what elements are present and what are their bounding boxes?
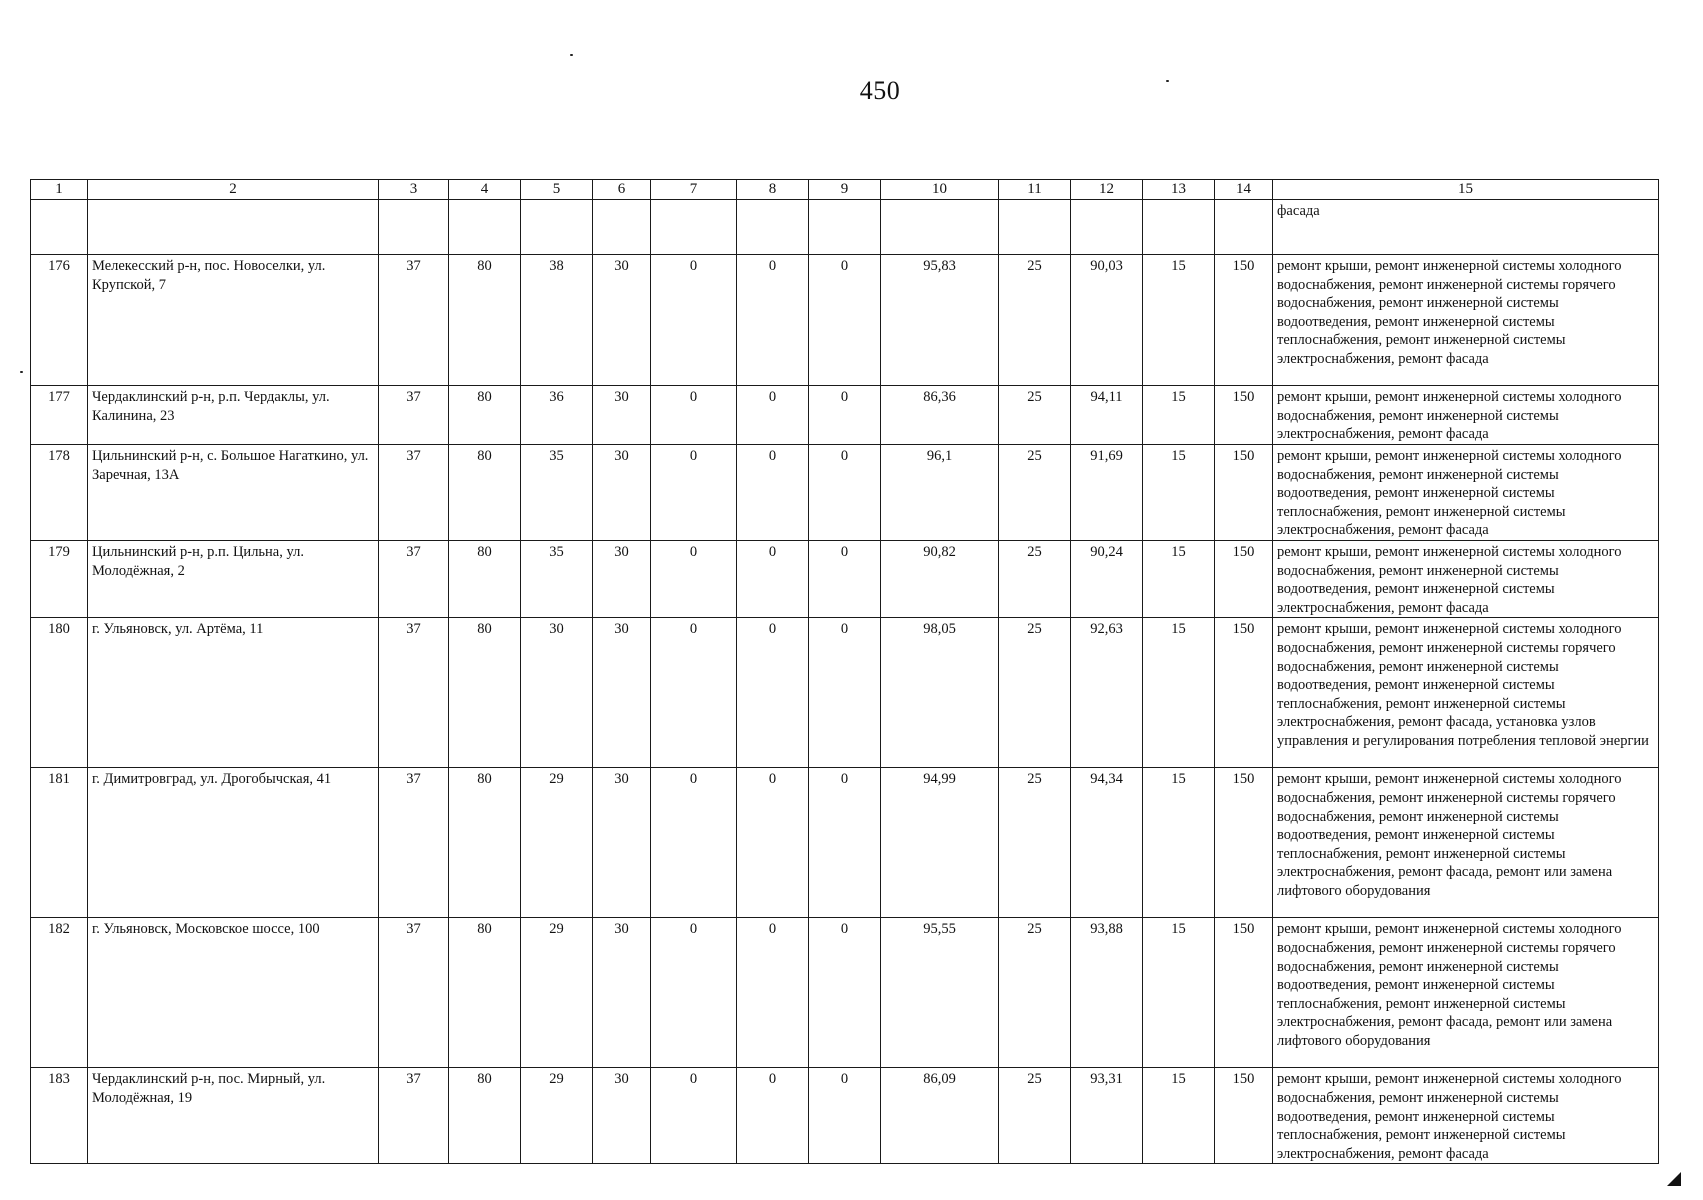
works-cell: ремонт крыши, ремонт инженерной системы холодного водоснабжения, ремонт инженерной системы горячего водоснабжения, ремонт инженерной системы водоотведения, ремонт инженерной системы теплоснабжения, ремонт инженерной системы электроснабжения, ремонт фасада	[1273, 255, 1659, 386]
value-cell: 25	[999, 1068, 1071, 1164]
value-cell: 37	[379, 918, 449, 1068]
table-row	[31, 618, 1659, 768]
table-cell	[737, 200, 809, 255]
table-cell	[88, 200, 379, 255]
works-cell: ремонт крыши, ремонт инженерной системы холодного водоснабжения, ремонт инженерной системы электроснабжения, ремонт фасада	[1273, 386, 1659, 445]
value-cell: 37	[379, 386, 449, 445]
value-cell: 0	[737, 255, 809, 386]
value-cell: 0	[809, 618, 881, 768]
value-cell: 93,31	[1071, 1068, 1143, 1164]
scan-speck	[570, 54, 573, 56]
value-cell: 0	[809, 1068, 881, 1164]
value-cell: 15	[1143, 386, 1215, 445]
column-number: 14	[1215, 180, 1273, 200]
value-cell: 96,1	[881, 445, 999, 541]
value-cell: 94,99	[881, 768, 999, 918]
value-cell: 0	[651, 255, 737, 386]
works-cell: ремонт крыши, ремонт инженерной системы холодного водоснабжения, ремонт инженерной системы водоотведения, ремонт инженерной системы электроснабжения, ремонт фасада	[1273, 540, 1659, 617]
row-number-cell: 182	[31, 918, 88, 1068]
value-cell: 15	[1143, 768, 1215, 918]
value-cell: 0	[651, 918, 737, 1068]
table-row	[31, 1068, 1659, 1164]
works-cell: фасада	[1273, 200, 1659, 255]
works-cell: ремонт крыши, ремонт инженерной системы холодного водоснабжения, ремонт инженерной системы горячего водоснабжения, ремонт инженерной системы водоотведения, ремонт инженерной системы теплоснабжения, ремонт инженерной системы электроснабжения, ремонт фасада, ремонт или замена лифтового оборудования	[1273, 768, 1659, 918]
value-cell: 35	[521, 540, 593, 617]
value-cell: 150	[1215, 768, 1273, 918]
value-cell: 0	[737, 445, 809, 541]
table-row	[31, 255, 1659, 386]
value-cell: 25	[999, 386, 1071, 445]
value-cell: 15	[1143, 445, 1215, 541]
value-cell: 30	[593, 255, 651, 386]
value-cell: 29	[521, 1068, 593, 1164]
value-cell: 0	[809, 255, 881, 386]
row-number-cell: 181	[31, 768, 88, 918]
table-cell	[449, 200, 521, 255]
scan-speck	[20, 371, 23, 373]
value-cell: 30	[593, 386, 651, 445]
column-number: 13	[1143, 180, 1215, 200]
value-cell: 80	[449, 255, 521, 386]
column-number: 15	[1273, 180, 1659, 200]
value-cell: 0	[651, 386, 737, 445]
value-cell: 93,88	[1071, 918, 1143, 1068]
value-cell: 0	[737, 618, 809, 768]
table-row	[31, 768, 1659, 918]
works-cell: ремонт крыши, ремонт инженерной системы холодного водоснабжения, ремонт инженерной системы горячего водоснабжения, ремонт инженерной системы водоотведения, ремонт инженерной системы теплоснабжения, ремонт инженерной системы электроснабжения, ремонт фасада, установка узлов управления и регулирования потребления тепловой энергии	[1273, 618, 1659, 768]
column-number: 5	[521, 180, 593, 200]
row-number-cell: 183	[31, 1068, 88, 1164]
value-cell: 80	[449, 1068, 521, 1164]
value-cell: 15	[1143, 618, 1215, 768]
value-cell: 0	[737, 918, 809, 1068]
value-cell: 0	[651, 445, 737, 541]
value-cell: 150	[1215, 255, 1273, 386]
value-cell: 35	[521, 445, 593, 541]
value-cell: 0	[809, 386, 881, 445]
value-cell: 25	[999, 918, 1071, 1068]
address-cell: г. Ульяновск, Московское шоссе, 100	[88, 918, 379, 1068]
value-cell: 0	[809, 540, 881, 617]
value-cell: 150	[1215, 386, 1273, 445]
value-cell: 80	[449, 768, 521, 918]
table-cell	[379, 200, 449, 255]
value-cell: 25	[999, 540, 1071, 617]
works-cell: ремонт крыши, ремонт инженерной системы холодного водоснабжения, ремонт инженерной системы водоотведения, ремонт инженерной системы теплоснабжения, ремонт инженерной системы электроснабжения, ремонт фасада	[1273, 1068, 1659, 1164]
column-number: 4	[449, 180, 521, 200]
value-cell: 0	[737, 1068, 809, 1164]
value-cell: 29	[521, 768, 593, 918]
value-cell: 0	[809, 918, 881, 1068]
value-cell: 0	[809, 445, 881, 541]
value-cell: 80	[449, 918, 521, 1068]
value-cell: 94,11	[1071, 386, 1143, 445]
table-row	[31, 445, 1659, 541]
value-cell: 80	[449, 618, 521, 768]
value-cell: 30	[593, 540, 651, 617]
value-cell: 38	[521, 255, 593, 386]
value-cell: 37	[379, 255, 449, 386]
value-cell: 80	[449, 445, 521, 541]
value-cell: 150	[1215, 618, 1273, 768]
column-number: 12	[1071, 180, 1143, 200]
address-cell: г. Димитровград, ул. Дрогобычская, 41	[88, 768, 379, 918]
table-cell	[999, 200, 1071, 255]
value-cell: 150	[1215, 1068, 1273, 1164]
value-cell: 86,09	[881, 1068, 999, 1164]
value-cell: 80	[449, 540, 521, 617]
value-cell: 90,24	[1071, 540, 1143, 617]
value-cell: 25	[999, 445, 1071, 541]
value-cell: 37	[379, 768, 449, 918]
repair-register-table	[30, 179, 1659, 1164]
row-number-cell: 180	[31, 618, 88, 768]
value-cell: 95,83	[881, 255, 999, 386]
table-cell	[31, 200, 88, 255]
table-row	[31, 918, 1659, 1068]
column-number: 6	[593, 180, 651, 200]
column-number: 7	[651, 180, 737, 200]
value-cell: 90,03	[1071, 255, 1143, 386]
works-cell: ремонт крыши, ремонт инженерной системы холодного водоснабжения, ремонт инженерной системы горячего водоснабжения, ремонт инженерной системы водоотведения, ремонт инженерной системы теплоснабжения, ремонт инженерной системы электроснабжения, ремонт фасада, ремонт или замена лифтового оборудования	[1273, 918, 1659, 1068]
address-cell: г. Ульяновск, ул. Артёма, 11	[88, 618, 379, 768]
table-cell	[881, 200, 999, 255]
value-cell: 150	[1215, 918, 1273, 1068]
table-row	[31, 386, 1659, 445]
table-cell	[1143, 200, 1215, 255]
table-row	[31, 540, 1659, 617]
value-cell: 90,82	[881, 540, 999, 617]
column-number: 2	[88, 180, 379, 200]
value-cell: 29	[521, 918, 593, 1068]
value-cell: 30	[593, 768, 651, 918]
column-number: 3	[379, 180, 449, 200]
value-cell: 94,34	[1071, 768, 1143, 918]
column-number: 9	[809, 180, 881, 200]
value-cell: 92,63	[1071, 618, 1143, 768]
address-cell: Чердаклинский р-н, пос. Мирный, ул. Молодёжная, 19	[88, 1068, 379, 1164]
value-cell: 150	[1215, 540, 1273, 617]
address-cell: Цильнинский р-н, р.п. Цильна, ул. Молодёжная, 2	[88, 540, 379, 617]
value-cell: 30	[593, 618, 651, 768]
works-cell: ремонт крыши, ремонт инженерной системы холодного водоснабжения, ремонт инженерной системы водоотведения, ремонт инженерной системы теплоснабжения, ремонт инженерной системы электроснабжения, ремонт фасада	[1273, 445, 1659, 541]
address-cell: Цильнинский р-н, с. Большое Нагаткино, ул. Заречная, 13А	[88, 445, 379, 541]
column-number: 1	[31, 180, 88, 200]
table-cell	[651, 200, 737, 255]
table-cell	[593, 200, 651, 255]
value-cell: 30	[593, 445, 651, 541]
value-cell: 0	[651, 618, 737, 768]
value-cell: 15	[1143, 1068, 1215, 1164]
value-cell: 0	[809, 768, 881, 918]
row-number-cell: 177	[31, 386, 88, 445]
address-cell: Чердаклинский р-н, р.п. Чердаклы, ул. Калинина, 23	[88, 386, 379, 445]
scan-speck	[1166, 80, 1169, 82]
row-number-cell: 178	[31, 445, 88, 541]
value-cell: 30	[521, 618, 593, 768]
value-cell: 98,05	[881, 618, 999, 768]
value-cell: 80	[449, 386, 521, 445]
page-number: 450	[859, 76, 901, 105]
corner-mark	[1667, 1172, 1681, 1186]
value-cell: 37	[379, 540, 449, 617]
value-cell: 15	[1143, 255, 1215, 386]
value-cell: 25	[999, 768, 1071, 918]
column-number: 11	[999, 180, 1071, 200]
column-number: 10	[881, 180, 999, 200]
value-cell: 0	[737, 386, 809, 445]
value-cell: 86,36	[881, 386, 999, 445]
value-cell: 25	[999, 255, 1071, 386]
table-cell	[1215, 200, 1273, 255]
value-cell: 0	[737, 768, 809, 918]
table-cell	[809, 200, 881, 255]
column-number: 8	[737, 180, 809, 200]
value-cell: 36	[521, 386, 593, 445]
value-cell: 37	[379, 1068, 449, 1164]
address-cell: Мелекесский р-н, пос. Новоселки, ул. Крупской, 7	[88, 255, 379, 386]
value-cell: 37	[379, 445, 449, 541]
row-number-cell: 179	[31, 540, 88, 617]
row-number-cell: 176	[31, 255, 88, 386]
value-cell: 30	[593, 918, 651, 1068]
column-number-row	[31, 180, 1659, 200]
value-cell: 15	[1143, 540, 1215, 617]
value-cell: 0	[651, 540, 737, 617]
table-cell	[521, 200, 593, 255]
value-cell: 25	[999, 618, 1071, 768]
value-cell: 0	[651, 768, 737, 918]
value-cell: 0	[651, 1068, 737, 1164]
table-cell	[1071, 200, 1143, 255]
value-cell: 37	[379, 618, 449, 768]
value-cell: 30	[593, 1068, 651, 1164]
value-cell: 150	[1215, 445, 1273, 541]
value-cell: 95,55	[881, 918, 999, 1068]
value-cell: 15	[1143, 918, 1215, 1068]
value-cell: 91,69	[1071, 445, 1143, 541]
value-cell: 0	[737, 540, 809, 617]
continuation-row	[31, 200, 1659, 255]
